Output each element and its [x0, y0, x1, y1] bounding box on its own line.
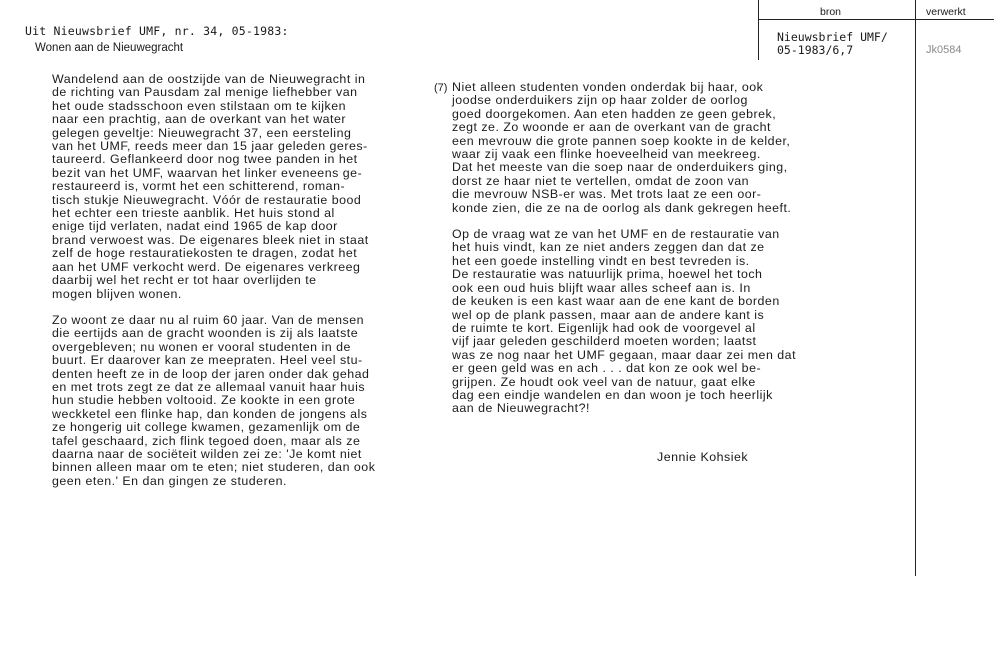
- page-marker: (7): [434, 82, 448, 94]
- author-signature: Jennie Kohsiek: [657, 450, 749, 464]
- paragraph: Op de vraag wat ze van het UMF en de restauratie van het huis vindt, kan ze niet anders zeggen dan dat ze het een goede instelling vindt en best tevreden is. De restauratie was natuurlijk prima, hoewel het toch ook een oud huis blijft waar alles scheef aan is. In de keuken is een kast waar aan de ene kant de borden wel op de plank passen, maar aan de andere kant is de ruimte te kort. Eigenlijk had ook de voorgevel al vijf jaar geleden geschilderd moeten worden; laatst was ze nog naar het UMF gegaan, maar daar zei men dat er geen geld was en ach . . . dat kon ze ook wel be- grijpen. Ze houdt ook veel van de natuur, gaat elke dag een eindje wandelen en dan woon je toch heerlijk aan de Nieuwegracht?!: [452, 227, 797, 416]
- article-left-column: [52, 73, 432, 501]
- bron-label: bron: [820, 6, 842, 18]
- verwerkt-label: verwerkt: [926, 6, 966, 18]
- article-title: Wonen aan de Nieuwegracht: [35, 42, 184, 54]
- bron-value: Nieuwsbrief UMF/ 05-1983/6,7: [777, 30, 888, 57]
- box-divider-right: [915, 0, 916, 576]
- paragraph: Wandelend aan de oostzijde van de Nieuwegracht in de richting van Pausdam zal menige liefhebber van het oude stadsschoon even stilstaan om te kijken naar een prachtig, aan de overkant van het water gelegen geveltje: Nieuwegracht 37, een eersteling van het UMF, reeds meer dan 15 jaar geleden geres- taureerd. Geflankeerd door nog twee panden in het bezit van het UMF, waarvan het linker eveneens ge- restaureerd is, vormt het een schitterend, roman- tisch stukje Nieuwegracht. Vóór de restauratie bood het echter een trieste aanblik. Het huis stond al enige tijd verlaten, nadat eind 1965 de kap door brand verwoest was. De eigenares bleek niet in staat zelf de hoge restauratiekosten te dragen, zodat het aan het UMF verkocht werd. De eigenares verkreeg daarbij wel het recht er tot haar overlijden te mogen blijven wonen.: [52, 72, 369, 301]
- processing-stamp: Jk0584: [926, 44, 962, 56]
- source-header: Uit Nieuwsbrief UMF, nr. 34, 05-1983:: [25, 24, 289, 38]
- article-right-column: [452, 81, 832, 429]
- paragraph: Zo woont ze daar nu al ruim 60 jaar. Van de mensen die eertijds aan de gracht woonden is zij als laatste overgebleven; nu wonen er vooral studenten in de buurt. Er daarover kan ze meepraten. Heel veel stu- denten heeft ze in de loop der jaren onder dak gehad en met trots zegt ze dat ze allemaal vanuit haar huis hun studie hebben voltooid. Ze kookte in een grote weckketel een flinke hap, dan konden de jongens als ze hongerig uit college kwamen, gezamenlijk om de tafel geschaard, zich flink tegoed doen, maar als ze daarna naar de sociëteit wilden zei ze: 'Je komt niet binnen alleen maar om te eten; niet studeren, dan ook geen eten.' En dan gingen ze studeren.: [52, 312, 376, 488]
- box-header-rule: [758, 19, 994, 20]
- paragraph: Niet alleen studenten vonden onderdak bij haar, ook joodse onderduikers zijn op haar zolder de oorlog goed doorgekomen. Aan eten hadden ze geen gebrek, zegt ze. Zo woonde er aan de overkant van de gracht een mevrouw die grote pannen soep kookte in de kelder, waar zij vaak een flinke hoeveelheid van meekreeg. Dat het meeste van die soep naar de onderduikers ging, dorst ze haar niet te vertellen, omdat de zoon van die mevrouw NSB-er was. Met trots laat ze een oor- konde zien, die ze na de oorlog als dank gekregen heeft.: [452, 80, 792, 215]
- box-divider-left: [758, 0, 759, 60]
